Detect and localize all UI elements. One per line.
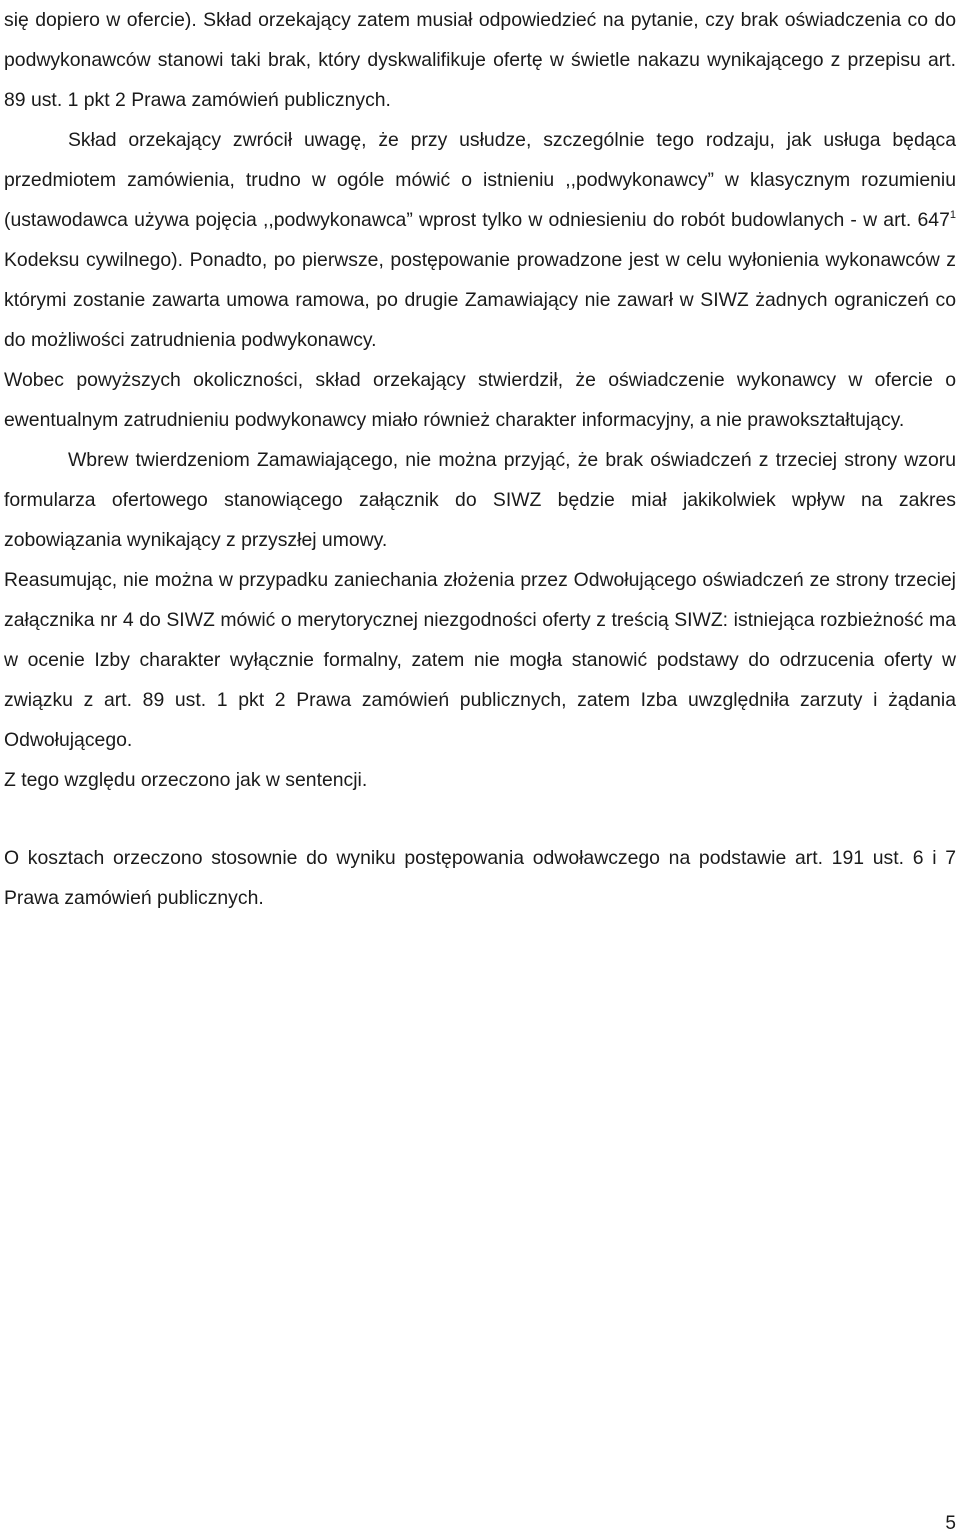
document-page bbox=[4, 0, 956, 918]
paragraph-4: Wbrew twierdzeniom Zamawiającego, nie można przyjąć, że brak oświadczeń z trzeciej strony wzoru formularza ofertowego stanowiącego załącznik do SIWZ będzie miał jakikolwiek wpływ na zakres zobowiązania wynikający z przyszłej umowy. bbox=[4, 449, 956, 551]
footnote-superscript: 1 bbox=[949, 209, 956, 221]
paragraph-2-part-2: Kodeksu cywilnego). Ponadto, po pierwsze, postępowanie prowadzone jest w celu wyłonienia wykonawców z którymi zostanie zawarta umowa ramowa, po drugie Zamawiający nie zawarł w SIWZ żadnych ograniczeń co do możliwości zatrudnienia podwykonawcy. bbox=[4, 249, 956, 351]
paragraph-2 bbox=[4, 120, 956, 360]
paragraph-2-part-1: Skład orzekający zwrócił uwagę, że przy usłudze, szczególnie tego rodzaju, jak usługa będąca przedmiotem zamówienia, trudno w ogóle mówić o istnieniu ,,podwykonawcy” w klasycznym rozumieniu (ustawodawca używa pojęcia ,,podwykonawca” wprost tylko w odniesieniu do robót budowlanych - w art. 647 bbox=[4, 129, 956, 231]
paragraph-5: Reasumując, nie można w przypadku zaniechania złożenia przez Odwołującego oświadczeń ze strony trzeciej załącznika nr 4 do SIWZ mówić o merytorycznej niezgodności oferty z treścią SIWZ: istniejąca rozbieżność ma w ocenie Izby charakter wyłącznie formalny, zatem nie mogła stanowić podstawy do odrzucenia oferty w związku z art. 89 ust. 1 pkt 2 Prawa zamówień publicznych, zatem Izba uwzględniła zarzuty i żądania Odwołującego. bbox=[4, 569, 956, 751]
page-number: 5 bbox=[945, 1513, 956, 1534]
paragraph-6: Z tego względu orzeczono jak w sentencji. bbox=[4, 769, 368, 791]
paragraph-3: Wobec powyższych okoliczności, skład orzekający stwierdził, że oświadczenie wykonawcy w ofercie o ewentualnym zatrudnieniu podwykonawcy miało również charakter informacyjny, a nie prawokształtujący. bbox=[4, 369, 956, 431]
paragraph-7: O kosztach orzeczono stosownie do wyniku postępowania odwoławczego na podstawie art. 191 ust. 6 i 7 Prawa zamówień publicznych. bbox=[4, 847, 956, 909]
paragraph-1: się dopiero w ofercie). Skład orzekający zatem musiał odpowiedzieć na pytanie, czy brak oświadczenia co do podwykonawców stanowi taki brak, który dyskwalifikuje ofertę w świetle nakazu wynikającego z przepisu art. 89 ust. 1 pkt 2 Prawa zamówień publicznych. bbox=[4, 9, 956, 111]
